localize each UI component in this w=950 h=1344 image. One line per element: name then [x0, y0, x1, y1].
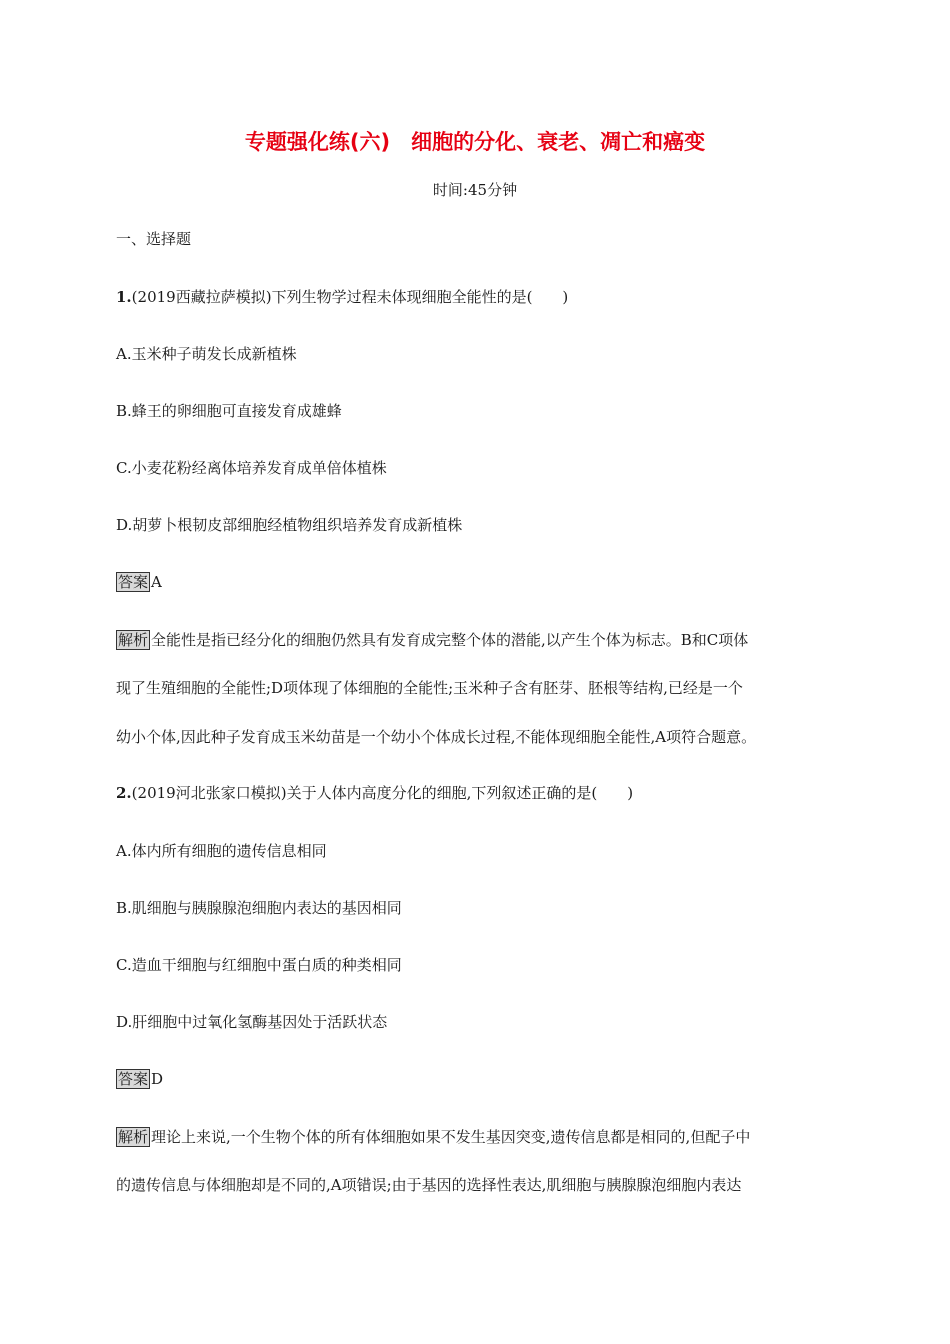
- question-1-option-a: A.玉米种子萌发长成新植株: [116, 345, 297, 363]
- question-number: 2.: [116, 784, 132, 802]
- time-limit: 时间:45分钟: [432, 181, 518, 199]
- analysis-tag: 解析: [118, 1128, 149, 1146]
- question-2-analysis-line-1: 解析 理论上来说,一个生物个体的所有体细胞如果不发生基因突变,遗传信息都是相同的,但配子中: [118, 1128, 751, 1146]
- question-2-answer: [116, 1069, 163, 1089]
- question-2-option-d: D.肝细胞中过氧化氢酶基因处于活跃状态: [116, 1013, 388, 1031]
- question-1-analysis-line-1: 解析 全能性是指已经分化的细胞仍然具有发育成完整个体的潜能,以产生个体为标志。B和C项体: [118, 631, 749, 649]
- question-1-option-c: C.小麦花粉经离体培养发育成单倍体植株: [116, 459, 387, 477]
- question-1-stem: [116, 287, 568, 307]
- answer-value: A: [151, 573, 162, 591]
- page-title: 专题强化练(六) 细胞的分化、衰老、凋亡和癌变: [244, 130, 706, 154]
- question-2-option-a: A.体内所有细胞的遗传信息相同: [116, 842, 327, 860]
- question-paren-close: ): [627, 784, 634, 802]
- answer-tag: 答案: [118, 573, 149, 591]
- question-source: (2019西藏拉萨模拟): [131, 288, 272, 306]
- question-1-answer: [116, 572, 162, 592]
- question-2-analysis-line-2: 的遗传信息与体细胞却是不同的,A项错误;由于基因的选择性表达,肌细胞与胰腺腺泡细胞内表达: [116, 1176, 742, 1194]
- question-1-option-d: D.胡萝卜根韧皮部细胞经植物组织培养发育成新植株: [116, 516, 463, 534]
- section-heading: 一、选择题: [116, 230, 192, 248]
- question-1-analysis-line-3: 幼小个体,因此种子发育成玉米幼苗是一个幼小个体成长过程,不能体现细胞全能性,A项符合题意。: [116, 728, 757, 746]
- question-number: 1.: [116, 288, 132, 306]
- question-1-analysis-line-2: 现了生殖细胞的全能性;D项体现了体细胞的全能性;玉米种子含有胚芽、胚根等结构,已经是一个: [116, 679, 743, 697]
- question-text: 下列生物学过程未体现细胞全能性的是(: [271, 288, 533, 306]
- answer-value: D: [151, 1070, 164, 1088]
- question-paren-close: ): [562, 288, 569, 306]
- answer-tag: 答案: [118, 1070, 149, 1088]
- question-2-stem: [116, 783, 633, 803]
- question-text: 关于人体内高度分化的细胞,下列叙述正确的是(: [286, 784, 598, 802]
- question-1-option-b: B.蜂王的卵细胞可直接发育成雄蜂: [116, 402, 342, 420]
- question-2-option-c: C.造血干细胞与红细胞中蛋白质的种类相同: [116, 956, 402, 974]
- question-2-option-b: B.肌细胞与胰腺腺泡细胞内表达的基因相同: [116, 899, 402, 917]
- question-source: (2019河北张家口模拟): [131, 784, 287, 802]
- analysis-tag: 解析: [118, 631, 149, 649]
